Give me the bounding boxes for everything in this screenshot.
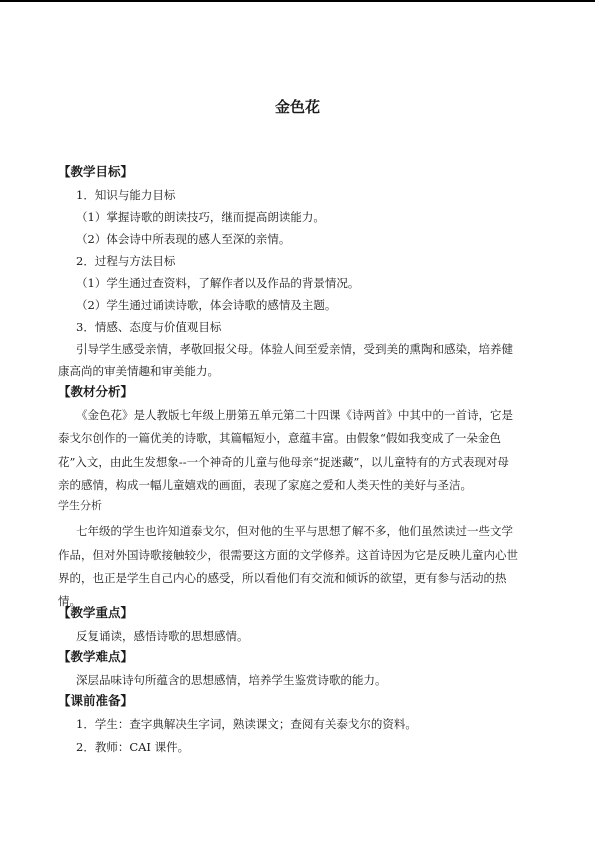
heading-preparation: 【课前准备】 [58, 693, 134, 708]
preparation-teacher: 2．教师：CAI 课件。 [76, 740, 190, 754]
material-paragraph-2: 泰戈尔创作的一篇优美的诗歌，其篇幅短小，意蕴丰富。由假象“假如我变成了一朵金色 [58, 431, 501, 445]
material-paragraph-1: 《金色花》是人教版七年级上册第五单元第二十四课《诗两首》中其中的一首诗，它是 [76, 408, 513, 422]
material-paragraph-3: 花”入文，由此生发想象--一个神奇的儿童与他母亲“捉迷藏”，以儿童特有的方式表现对母 [58, 455, 509, 469]
heading-key-points: 【教学重点】 [58, 605, 134, 620]
goal-emotion: 3．情感、态度与价值观目标 [76, 320, 222, 334]
preparation-student: 1．学生：查字典解决生字词，熟读课文；查阅有关泰戈尔的资料。 [76, 717, 417, 731]
document-title: 金色花 [274, 98, 320, 116]
goal-process-2: （2）学生通过诵读诗歌，体会诗歌的感情及主题。 [76, 298, 337, 312]
student-paragraph-3: 界的，也正是学生自己内心的感受，所以看他们有交流和倾诉的欲望，更有参与活动的热 [58, 571, 507, 585]
student-paragraph-1: 七年级的学生也许知道泰戈尔，但对他的生平与思想了解不多，他们虽然读过一些文学 [76, 524, 513, 538]
student-analysis-label: 学生分析 [58, 499, 102, 512]
heading-material-analysis: 【教材分析】 [58, 384, 134, 399]
difficulties-text: 深层品味诗句所蕴含的思想感情，培养学生鉴赏诗歌的能力。 [76, 673, 387, 687]
goal-process-1: （1）学生通过查资料，了解作者以及作品的背景情况。 [76, 276, 360, 290]
student-paragraph-4: 情。 [58, 594, 81, 608]
goal-process: 2．过程与方法目标 [76, 254, 176, 268]
goal-knowledge: 1．知识与能力目标 [76, 188, 176, 202]
key-points-text: 反复诵读，感悟诗歌的思想感情。 [76, 629, 249, 643]
goal-knowledge-2: （2）体会诗中所表现的感人至深的亲情。 [76, 232, 291, 246]
goal-emotion-text-2: 康高尚的审美情趣和审美能力。 [58, 364, 219, 378]
goal-knowledge-1: （1）掌握诗歌的朗读技巧，继而提高朗读能力。 [76, 210, 325, 224]
student-paragraph-2: 作品，但对外国诗歌接触较少，很需要这方面的文学修养。这首诗因为它是反映儿童内心世 [58, 548, 518, 562]
goal-emotion-text-1: 引导学生感受亲情，孝敬回报父母。体验人间至爱亲情，受到美的熏陶和感染，培养健 [76, 342, 513, 356]
material-paragraph-4: 亲的感情，构成一幅儿童嬉戏的画面，表现了家庭之爱和人类天性的美好与圣洁。 [58, 478, 472, 492]
heading-difficulties: 【教学难点】 [58, 649, 134, 664]
heading-teaching-goals: 【教学目标】 [58, 164, 134, 179]
